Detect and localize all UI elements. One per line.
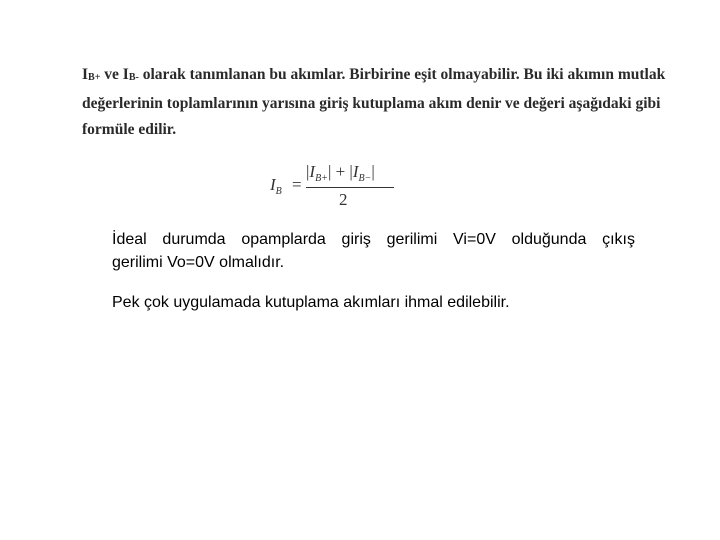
formula-plus: | + | bbox=[327, 162, 353, 181]
formula-sub1: B+ bbox=[315, 173, 328, 184]
scan-rest: olarak tanımlanan bu akımlar. Birbirine eşit olmayabilir. Bu iki akımın mutlak bbox=[138, 66, 666, 83]
scan-mid: ve I bbox=[100, 66, 129, 83]
formula-abs-close: | bbox=[371, 162, 375, 181]
ideal-line-1: İdeal durumda opamplarda giriş gerilimi Vi=0V olduğunda çıkış bbox=[112, 231, 635, 248]
formula-lhs-sub: B bbox=[275, 186, 282, 197]
ideal-condition-text bbox=[112, 228, 635, 274]
formula-lhs-i: I bbox=[270, 175, 276, 194]
formula-i1: I bbox=[309, 162, 316, 181]
scan-line-3: formüle edilir. bbox=[82, 121, 177, 138]
formula-abs-open: | bbox=[306, 162, 310, 181]
scan-line-1 bbox=[82, 62, 666, 91]
scan-i: I bbox=[82, 66, 89, 83]
formula-numerator bbox=[306, 162, 375, 184]
bias-current-formula bbox=[268, 160, 398, 212]
bias-negligible-text: Pek çok uygulamada kutuplama akımları ihmal edilebilir. bbox=[112, 294, 510, 311]
formula-lhs bbox=[270, 175, 282, 197]
scan-sub-b-plus: B+ bbox=[88, 72, 101, 83]
formula-denominator: 2 bbox=[339, 190, 348, 209]
scan-sub-b-minus: B- bbox=[128, 72, 139, 83]
scanned-paragraph bbox=[82, 62, 666, 143]
formula-i2: I bbox=[352, 162, 359, 181]
formula-equals: = bbox=[292, 175, 302, 194]
formula-fraction-bar bbox=[306, 187, 394, 188]
scan-line-2: değerlerinin toplamlarının yarısına giriş kutuplama akım denir ve değeri aşağıdaki gibi bbox=[82, 95, 661, 112]
ideal-line-2: gerilimi Vo=0V olmalıdır. bbox=[112, 254, 285, 271]
formula-sub2: B− bbox=[358, 173, 372, 184]
